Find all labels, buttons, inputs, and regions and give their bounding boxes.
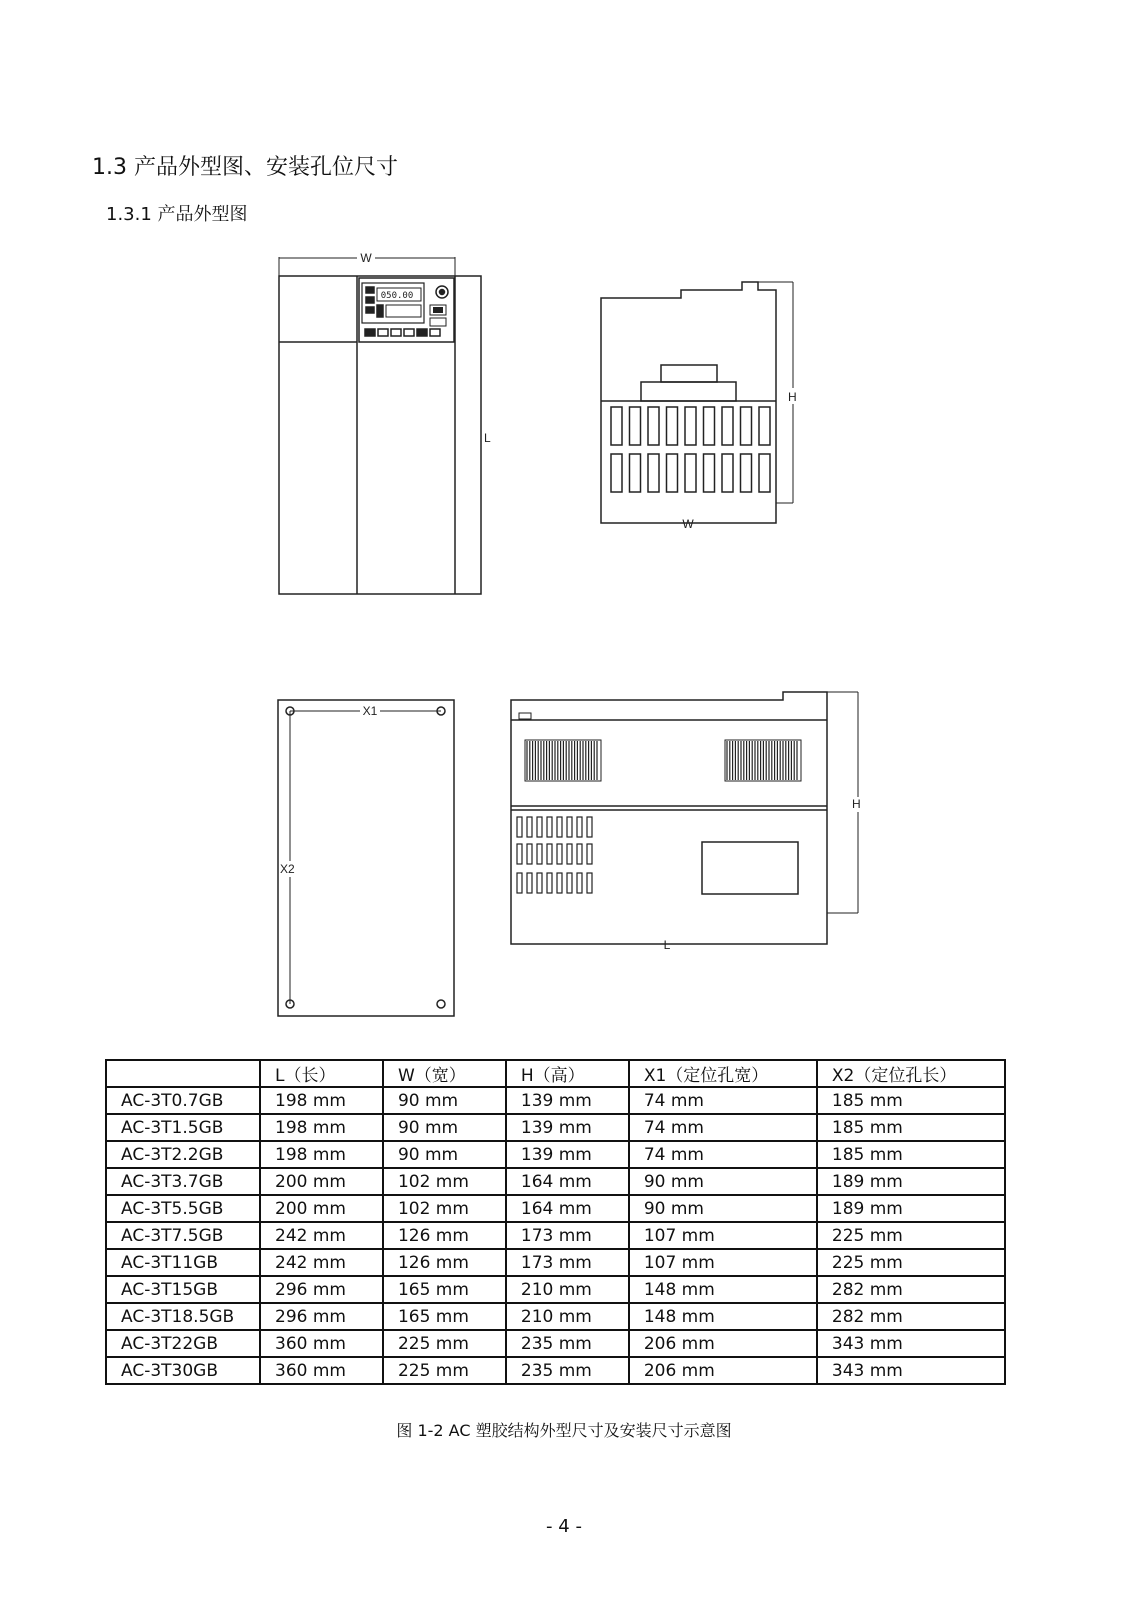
- dimension-cell: 360 mm: [260, 1357, 383, 1384]
- model-cell: AC-3T3.7GB: [106, 1168, 260, 1195]
- slot: [557, 817, 562, 837]
- table-row: [106, 1141, 1005, 1168]
- dimension-cell: 296 mm: [260, 1303, 383, 1330]
- vent-slot: [611, 454, 622, 492]
- vent-slot: [611, 407, 622, 445]
- dimension-cell: 282 mm: [817, 1276, 1005, 1303]
- side-height-label: H: [852, 797, 861, 811]
- dimension-cell: 343 mm: [817, 1330, 1005, 1357]
- top-width-label: W: [682, 517, 694, 531]
- slot: [587, 844, 592, 864]
- dimension-cell: 139 mm: [506, 1114, 629, 1141]
- dimension-cell: 242 mm: [260, 1222, 383, 1249]
- vent-slot: [741, 454, 752, 492]
- table-row: [106, 1249, 1005, 1276]
- slot: [527, 844, 532, 864]
- dimension-cell: 164 mm: [506, 1195, 629, 1222]
- top-height-label: H: [788, 390, 797, 404]
- dimension-cell: 225 mm: [817, 1249, 1005, 1276]
- dimension-cell: 360 mm: [260, 1330, 383, 1357]
- slot: [577, 817, 582, 837]
- dimension-cell: 225 mm: [383, 1357, 506, 1384]
- dimension-cell: 164 mm: [506, 1168, 629, 1195]
- dimension-cell: 102 mm: [383, 1195, 506, 1222]
- dimension-cell: 200 mm: [260, 1168, 383, 1195]
- front-width-label: W: [360, 251, 372, 265]
- side-vent-right: [725, 740, 801, 781]
- table-row: [106, 1357, 1005, 1384]
- vent-slot: [704, 407, 715, 445]
- side-length-label: L: [663, 938, 671, 952]
- model-cell: AC-3T15GB: [106, 1276, 260, 1303]
- header-cell: [106, 1060, 260, 1087]
- slot: [537, 817, 542, 837]
- dimension-cell: 165 mm: [383, 1303, 506, 1330]
- slot: [517, 844, 522, 864]
- slot: [577, 844, 582, 864]
- model-cell: AC-3T11GB: [106, 1249, 260, 1276]
- side-slots: [517, 817, 592, 893]
- slot: [567, 873, 572, 893]
- dimension-table: [105, 1059, 1006, 1385]
- dimension-cell: 185 mm: [817, 1114, 1005, 1141]
- figure-caption: 图 1-2 AC 塑胶结构外型尺寸及安装尺寸示意图: [396, 1421, 732, 1440]
- table-row: [106, 1222, 1005, 1249]
- side-vent-left: [525, 740, 601, 781]
- dimension-cell: 148 mm: [629, 1276, 817, 1303]
- slot: [547, 873, 552, 893]
- vent-slot: [722, 407, 733, 445]
- slot: [537, 873, 542, 893]
- dimension-cell: 296 mm: [260, 1276, 383, 1303]
- dimension-cell: 189 mm: [817, 1168, 1005, 1195]
- dimension-cell: 235 mm: [506, 1357, 629, 1384]
- dimension-cell: 185 mm: [817, 1141, 1005, 1168]
- vent-slot: [685, 454, 696, 492]
- model-cell: AC-3T7.5GB: [106, 1222, 260, 1249]
- table-row: [106, 1114, 1005, 1141]
- table-header-row: [106, 1060, 1005, 1087]
- slot: [527, 873, 532, 893]
- slot: [587, 873, 592, 893]
- dimension-cell: 210 mm: [506, 1303, 629, 1330]
- front-view-drawing: [279, 257, 481, 594]
- dimension-cell: 198 mm: [260, 1114, 383, 1141]
- table-row: [106, 1195, 1005, 1222]
- dimension-cell: 139 mm: [506, 1087, 629, 1114]
- keypad-display: 050.00: [380, 291, 414, 301]
- table-row: [106, 1168, 1005, 1195]
- table-row: [106, 1276, 1005, 1303]
- dimension-cell: 74 mm: [629, 1087, 817, 1114]
- back-x2-label: X2: [280, 862, 295, 876]
- slot: [547, 844, 552, 864]
- dimension-cell: 282 mm: [817, 1303, 1005, 1330]
- table-row: [106, 1087, 1005, 1114]
- vent-slot: [722, 454, 733, 492]
- dimension-cell: 235 mm: [506, 1330, 629, 1357]
- dimension-cell: 148 mm: [629, 1303, 817, 1330]
- dimension-cell: 74 mm: [629, 1114, 817, 1141]
- dimension-cell: 173 mm: [506, 1249, 629, 1276]
- slot: [547, 817, 552, 837]
- vent-slot: [630, 407, 641, 445]
- vent-slot: [667, 407, 678, 445]
- dimension-cell: 139 mm: [506, 1141, 629, 1168]
- vent-slot: [759, 407, 770, 445]
- model-cell: AC-3T0.7GB: [106, 1087, 260, 1114]
- subsection-heading: 1.3.1 产品外型图: [106, 204, 248, 225]
- dimension-cell: 173 mm: [506, 1222, 629, 1249]
- model-cell: AC-3T5.5GB: [106, 1195, 260, 1222]
- dimension-cell: 242 mm: [260, 1249, 383, 1276]
- model-cell: AC-3T2.2GB: [106, 1141, 260, 1168]
- vent-slot: [685, 407, 696, 445]
- slot: [567, 817, 572, 837]
- dimension-cell: 206 mm: [629, 1330, 817, 1357]
- model-cell: AC-3T1.5GB: [106, 1114, 260, 1141]
- vent-slot: [704, 454, 715, 492]
- top-view-slots: [611, 407, 770, 492]
- vent-slot: [630, 454, 641, 492]
- dimension-cell: 107 mm: [629, 1249, 817, 1276]
- dimension-cell: 90 mm: [629, 1168, 817, 1195]
- model-cell: AC-3T18.5GB: [106, 1303, 260, 1330]
- slot: [517, 873, 522, 893]
- page-number: - 4 -: [546, 1516, 582, 1537]
- dimension-cell: 225 mm: [383, 1330, 506, 1357]
- model-cell: AC-3T30GB: [106, 1357, 260, 1384]
- table-row: [106, 1303, 1005, 1330]
- header-cell: H（高）: [506, 1060, 629, 1087]
- slot: [577, 873, 582, 893]
- model-cell: AC-3T22GB: [106, 1330, 260, 1357]
- header-cell: X2（定位孔长）: [817, 1060, 1005, 1087]
- dimension-cell: 126 mm: [383, 1249, 506, 1276]
- dimension-cell: 107 mm: [629, 1222, 817, 1249]
- header-cell: L（长）: [260, 1060, 383, 1087]
- dimension-cell: 206 mm: [629, 1357, 817, 1384]
- dimension-cell: 185 mm: [817, 1087, 1005, 1114]
- dimension-cell: 126 mm: [383, 1222, 506, 1249]
- dimension-cell: 165 mm: [383, 1276, 506, 1303]
- dimension-cell: 225 mm: [817, 1222, 1005, 1249]
- slot: [557, 844, 562, 864]
- dimension-cell: 90 mm: [383, 1141, 506, 1168]
- dimension-cell: 189 mm: [817, 1195, 1005, 1222]
- header-cell: X1（定位孔宽）: [629, 1060, 817, 1087]
- header-cell: W（宽）: [383, 1060, 506, 1087]
- vent-slot: [648, 454, 659, 492]
- vent-slot: [759, 454, 770, 492]
- slot: [557, 873, 562, 893]
- dimension-cell: 200 mm: [260, 1195, 383, 1222]
- section-heading: 1.3 产品外型图、安装孔位尺寸: [92, 155, 398, 180]
- slot: [587, 817, 592, 837]
- dimension-cell: 102 mm: [383, 1168, 506, 1195]
- dimension-cell: 90 mm: [629, 1195, 817, 1222]
- dimension-cell: 343 mm: [817, 1357, 1005, 1384]
- dimension-cell: 90 mm: [383, 1114, 506, 1141]
- slot: [537, 844, 542, 864]
- dimension-cell: 198 mm: [260, 1087, 383, 1114]
- table-row: [106, 1330, 1005, 1357]
- slot: [517, 817, 522, 837]
- slot: [567, 844, 572, 864]
- dimension-cell: 210 mm: [506, 1276, 629, 1303]
- dimension-cell: 74 mm: [629, 1141, 817, 1168]
- front-length-label: L: [484, 431, 491, 445]
- back-view-drawing: [278, 700, 454, 1016]
- dimension-cell: 198 mm: [260, 1141, 383, 1168]
- back-x1-label: X1: [362, 704, 378, 718]
- slot: [527, 817, 532, 837]
- vent-slot: [667, 454, 678, 492]
- dimension-cell: 90 mm: [383, 1087, 506, 1114]
- vent-slot: [648, 407, 659, 445]
- side-view-drawing: [511, 692, 858, 944]
- vent-slot: [741, 407, 752, 445]
